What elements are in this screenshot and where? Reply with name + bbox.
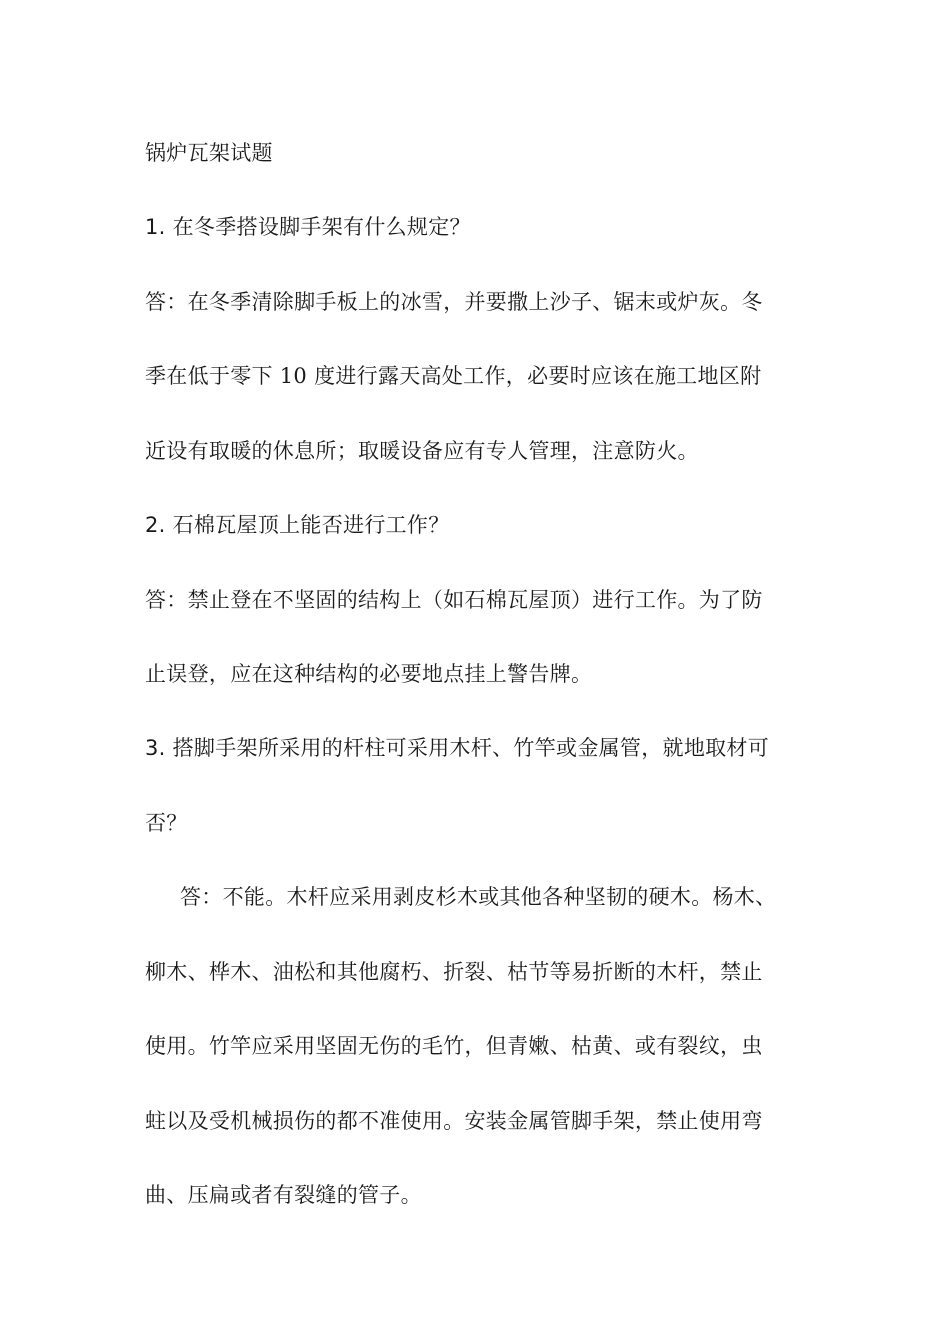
answer-1-line-1: 答：在冬季清除脚手板上的冰雪，并要撒上沙子、锯末或炉灰。冬	[145, 290, 763, 314]
answer-3-line-5: 曲、压扁或者有裂缝的管子。	[145, 1183, 422, 1207]
question-3-line-2: 否？	[145, 811, 188, 835]
document-title: 锅炉瓦架试题	[145, 141, 273, 165]
question-3-number: 3.	[145, 736, 166, 760]
answer-3-line-1: 答：不能。木杆应采用剥皮杉木或其他各种坚韧的硬木。杨木、	[180, 885, 777, 909]
answer-1-line-2: 季在低于零下 10 度进行露天高处工作，必要时应该在施工地区附	[145, 364, 762, 388]
question-2-number: 2.	[145, 513, 166, 537]
question-3	[145, 733, 825, 763]
question-1	[145, 212, 825, 242]
question-1-text: 在冬季搭设脚手架有什么规定？	[172, 215, 471, 239]
answer-3-line-3: 使用。竹竿应采用坚固无伤的毛竹，但青嫩、枯黄、或有裂纹，虫	[145, 1034, 763, 1058]
answer-2-line-1: 答：禁止登在不坚固的结构上（如石棉瓦屋顶）进行工作。为了防	[145, 588, 763, 612]
question-3-text: 搭脚手架所采用的杆柱可采用木杆、竹竿或金属管，就地取材可	[172, 736, 770, 760]
question-2-text: 石棉瓦屋顶上能否进行工作？	[172, 513, 450, 537]
question-2	[145, 510, 825, 540]
question-1-number: 1.	[145, 215, 166, 239]
answer-2-line-2: 止误登，应在这种结构的必要地点挂上警告牌。	[145, 662, 593, 686]
answer-3-line-2: 柳木、桦木、油松和其他腐朽、折裂、枯节等易折断的木杆，禁止	[145, 960, 763, 984]
answer-1-line-3: 近设有取暖的休息所；取暖设备应有专人管理，注意防火。	[145, 439, 699, 463]
answer-3-line-4: 蛀以及受机械损伤的都不准使用。安装金属管脚手架，禁止使用弯	[145, 1109, 763, 1133]
